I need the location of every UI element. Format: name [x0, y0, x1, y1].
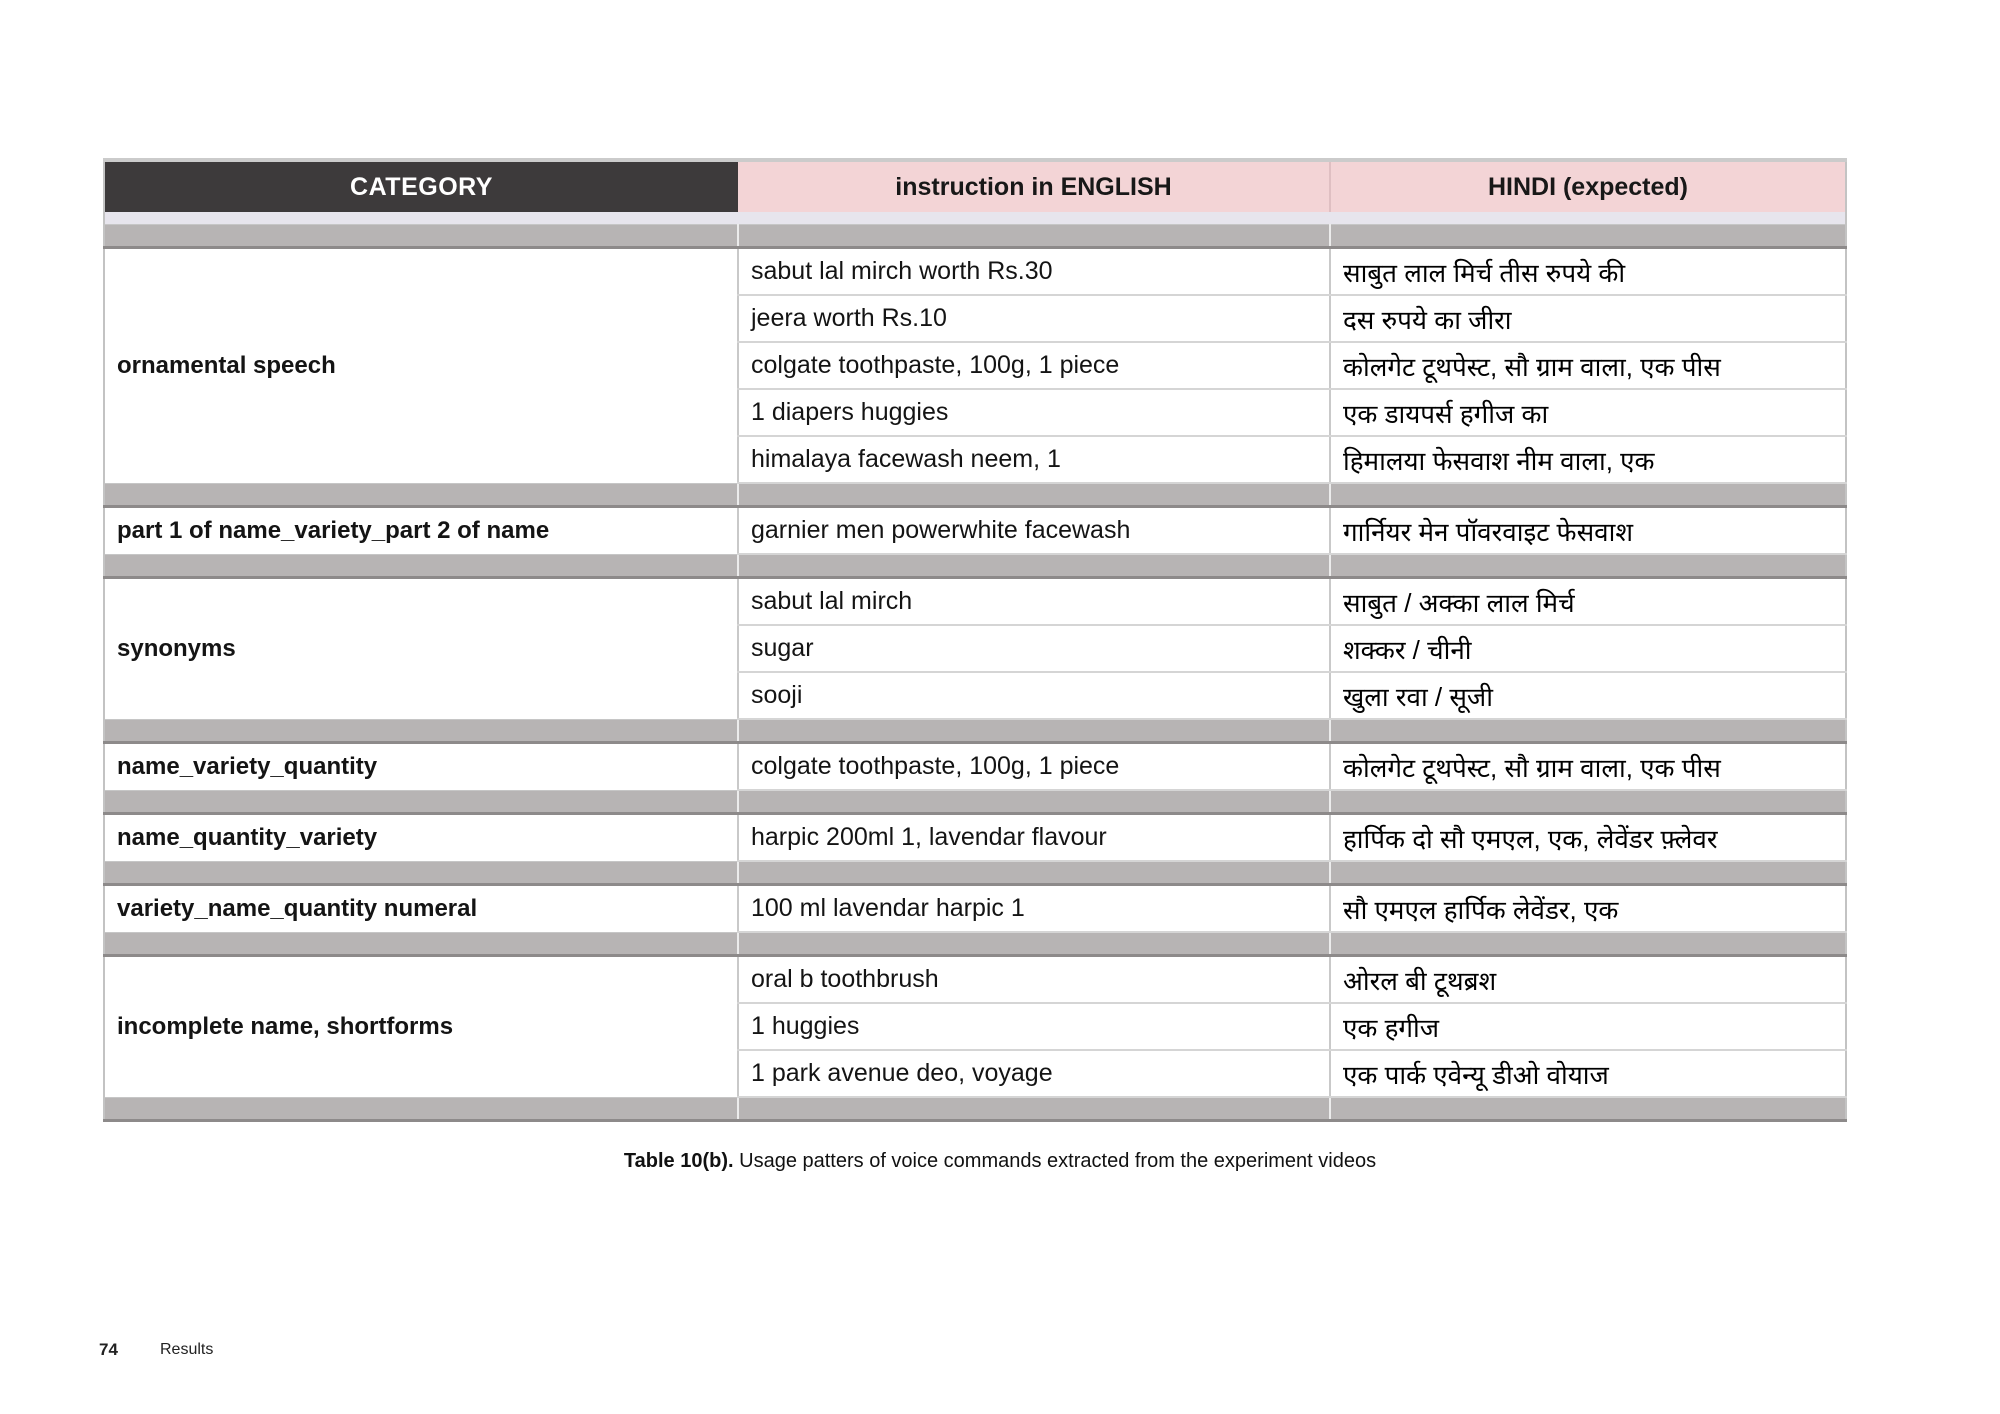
page-number: 74 [99, 1340, 118, 1359]
section-divider [104, 554, 1846, 578]
hindi-expected-cell: एक हगीज [1330, 1003, 1846, 1050]
table-row [104, 885, 1846, 933]
english-instruction-cell: 1 diapers huggies [738, 389, 1330, 436]
hindi-expected-cell: हिमालया फेसवाश नीम वाला, एक [1330, 436, 1846, 483]
divider-cell [104, 861, 738, 885]
divider-cell [1330, 554, 1846, 578]
divider-cell [738, 1097, 1330, 1121]
divider-cell [1330, 932, 1846, 956]
table-row [104, 743, 1846, 791]
divider-cell [738, 932, 1330, 956]
hindi-expected-cell: साबुत लाल मिर्च तीस रुपये की [1330, 248, 1846, 296]
divider-cell [104, 932, 738, 956]
column-header-hindi: HINDI (expected) [1330, 160, 1846, 212]
divider-cell [104, 719, 738, 743]
divider-cell [1330, 225, 1846, 248]
divider-cell [104, 1097, 738, 1121]
category-cell: incomplete name, shortforms [104, 956, 738, 1098]
divider-cell [1330, 790, 1846, 814]
divider-cell [104, 483, 738, 507]
section-divider [104, 719, 1846, 743]
spacer-cell [738, 212, 1330, 225]
category-cell: synonyms [104, 578, 738, 720]
english-instruction-cell: himalaya facewash neem, 1 [738, 436, 1330, 483]
table-row [104, 578, 1846, 626]
english-instruction-cell: 100 ml lavendar harpic 1 [738, 885, 1330, 933]
divider-cell [738, 483, 1330, 507]
english-instruction-cell: 1 park avenue deo, voyage [738, 1050, 1330, 1097]
divider-cell [1330, 719, 1846, 743]
english-instruction-cell: oral b toothbrush [738, 956, 1330, 1004]
divider-cell [104, 790, 738, 814]
hindi-expected-cell: एक डायपर्स हगीज का [1330, 389, 1846, 436]
english-instruction-cell: 1 huggies [738, 1003, 1330, 1050]
hindi-expected-cell: दस रुपये का जीरा [1330, 295, 1846, 342]
header-spacer-strip [104, 212, 1846, 225]
section-divider [104, 1097, 1846, 1121]
category-cell: name_quantity_variety [104, 814, 738, 862]
hindi-expected-cell: कोलगेट टूथपेस्ट, सौ ग्राम वाला, एक पीस [1330, 743, 1846, 791]
english-instruction-cell: sabut lal mirch [738, 578, 1330, 626]
category-cell: name_variety_quantity [104, 743, 738, 791]
category-cell: part 1 of name_variety_part 2 of name [104, 507, 738, 555]
hindi-expected-cell: एक पार्क एवेन्यू डीओ वोयाज [1330, 1050, 1846, 1097]
column-header-english: instruction in ENGLISH [738, 160, 1330, 212]
english-instruction-cell: jeera worth Rs.10 [738, 295, 1330, 342]
footer-section-label: Results [160, 1341, 214, 1358]
divider-cell [1330, 483, 1846, 507]
english-instruction-cell: garnier men powerwhite facewash [738, 507, 1330, 555]
column-header-category: CATEGORY [104, 160, 738, 212]
section-divider [104, 483, 1846, 507]
divider-cell [104, 225, 738, 248]
divider-cell [738, 225, 1330, 248]
table-row [104, 248, 1846, 296]
category-cell: ornamental speech [104, 248, 738, 484]
table-header-row [104, 160, 1846, 212]
english-instruction-cell: sabut lal mirch worth Rs.30 [738, 248, 1330, 296]
divider-cell [738, 719, 1330, 743]
section-divider [104, 790, 1846, 814]
hindi-expected-cell: खुला रवा / सूजी [1330, 672, 1846, 719]
english-instruction-cell: colgate toothpaste, 100g, 1 piece [738, 743, 1330, 791]
hindi-expected-cell: ओरल बी टूथब्रश [1330, 956, 1846, 1004]
table-row [104, 814, 1846, 862]
divider-cell [738, 861, 1330, 885]
table-row [104, 956, 1846, 1004]
section-divider [104, 932, 1846, 956]
divider-cell [104, 554, 738, 578]
table-caption-text: Usage patters of voice commands extracted from the experiment videos [739, 1150, 1377, 1172]
hindi-expected-cell: शक्कर / चीनी [1330, 625, 1846, 672]
divider-cell [738, 554, 1330, 578]
hindi-expected-cell: सौ एमएल हार्पिक लेवेंडर, एक [1330, 885, 1846, 933]
english-instruction-cell: colgate toothpaste, 100g, 1 piece [738, 342, 1330, 389]
divider-cell [1330, 1097, 1846, 1121]
category-cell: variety_name_quantity numeral [104, 885, 738, 933]
divider-cell [1330, 861, 1846, 885]
english-instruction-cell: harpic 200ml 1, lavendar flavour [738, 814, 1330, 862]
hindi-expected-cell: कोलगेट टूथपेस्ट, सौ ग्राम वाला, एक पीस [1330, 342, 1846, 389]
table-row [104, 507, 1846, 555]
section-divider [104, 861, 1846, 885]
english-instruction-cell: sooji [738, 672, 1330, 719]
section-divider [104, 225, 1846, 248]
hindi-expected-cell: गार्नियर मेन पॉवरवाइट फेसवाश [1330, 507, 1846, 555]
spacer-cell [104, 212, 738, 225]
hindi-expected-cell: हार्पिक दो सौ एमएल, एक, लेवेंडर फ़्लेवर [1330, 814, 1846, 862]
table-caption-label: Table 10(b). [623, 1150, 734, 1172]
spacer-cell [1330, 212, 1846, 225]
divider-cell [738, 790, 1330, 814]
english-instruction-cell: sugar [738, 625, 1330, 672]
table-caption [0, 1150, 2000, 1173]
voice-commands-table [103, 158, 1847, 1122]
hindi-expected-cell: साबुत / अक्का लाल मिर्च [1330, 578, 1846, 626]
